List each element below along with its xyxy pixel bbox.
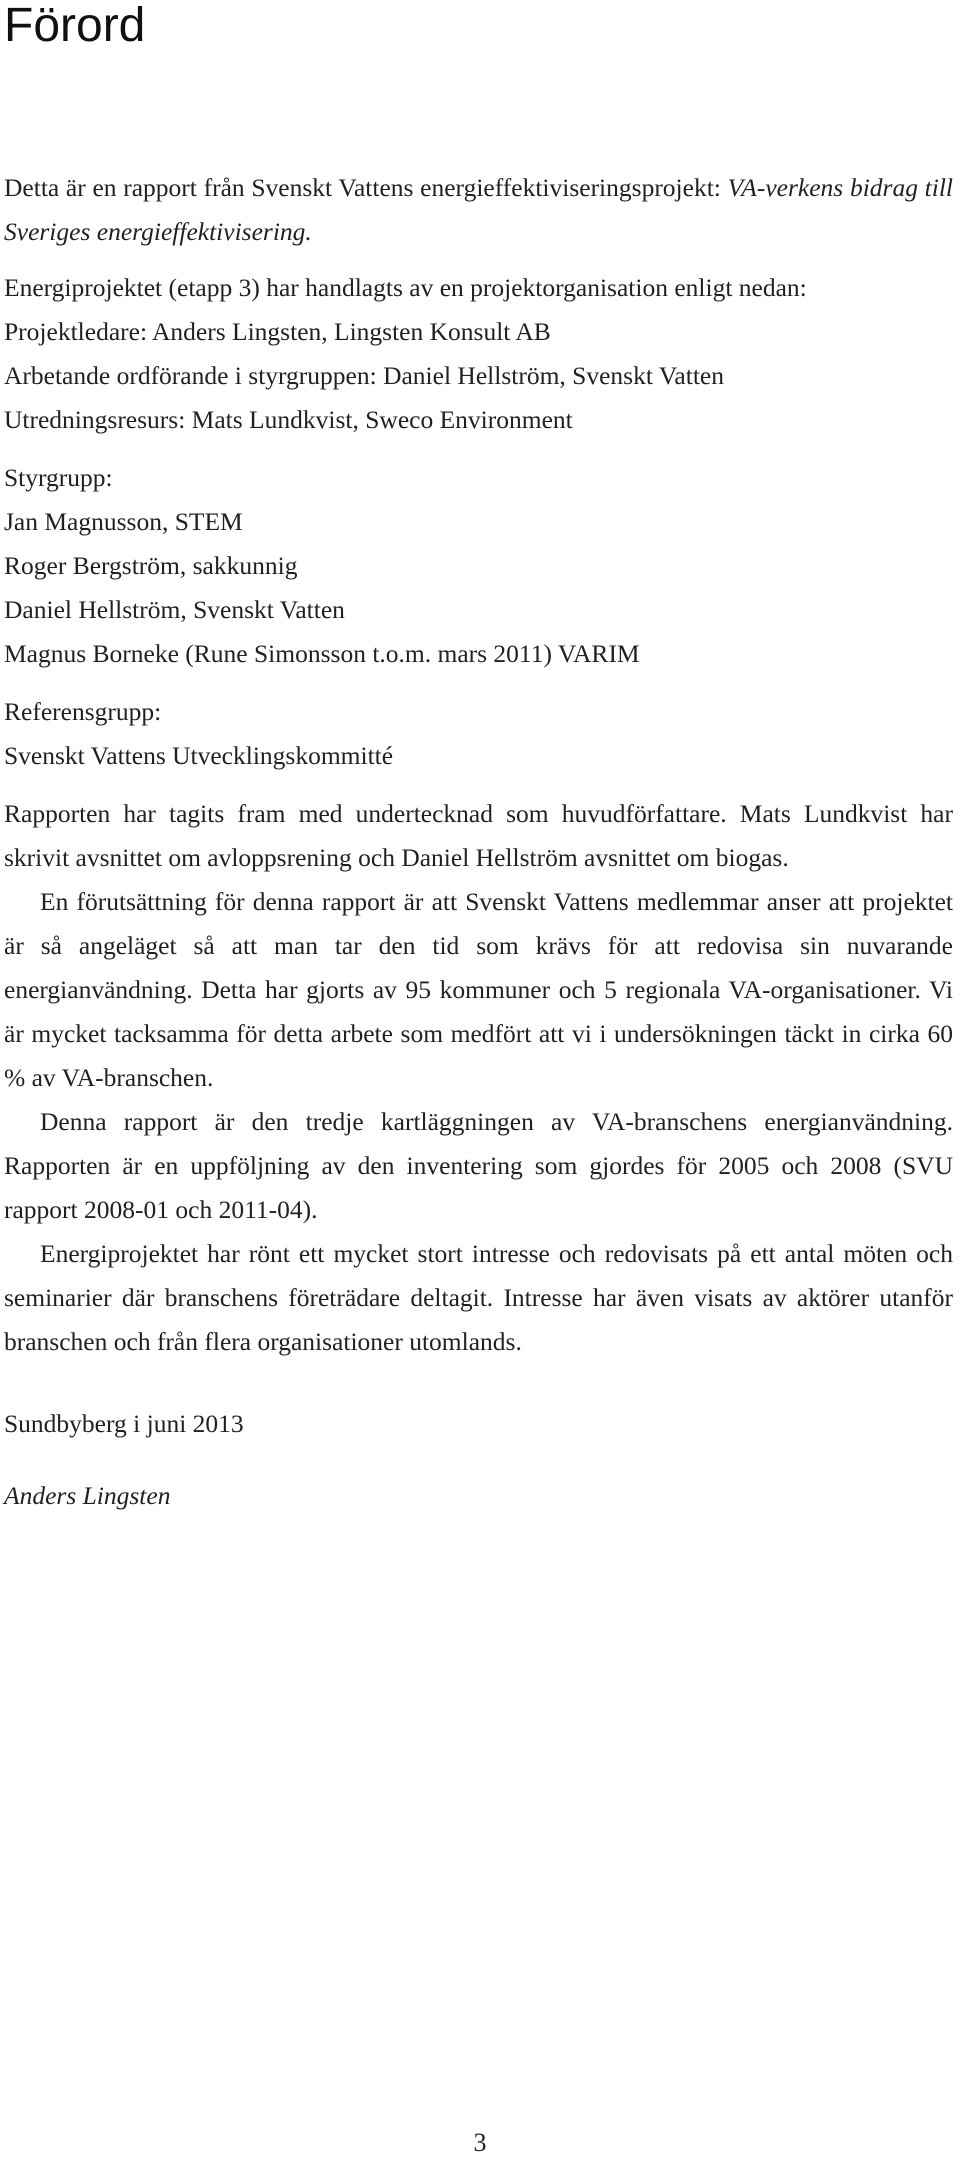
place-date: Sundbyberg i juni 2013 [4, 1409, 244, 1438]
role-investigator: Utredningsresurs: Mats Lundkvist, Sweco Environment [4, 405, 573, 434]
page-number: 3 [473, 2128, 487, 2157]
body-paragraph-authors: Rapporten har tagits fram med undertecknad som huvudförfattare. Mats Lundkvist har skrivit avsnittet om avloppsrening och Daniel Hellström avsnittet om biogas. [4, 799, 953, 872]
intro-paragraph [4, 166, 953, 254]
role-chair: Arbetande ordförande i styrgruppen: Daniel Hellström, Svenskt Vatten [4, 361, 724, 390]
organisation-lead: Energiprojektet (etapp 3) har handlagts av en projektorganisation enligt nedan: [4, 273, 807, 302]
steering-group-member: Roger Bergström, sakkunnig [4, 551, 298, 580]
intro-text: Detta är en rapport från Svenskt Vattens energieffektiviseringsprojekt: [4, 173, 728, 202]
body-paragraph-survey: Denna rapport är den tredje kartläggningen av VA-branschens energianvändning. Rapporten är en uppföljning av den inventering som gjordes för 2005 och 2008 (SVU rapport 2008-01 och 2011-04). [4, 1107, 953, 1224]
reference-group-member: Svenskt Vattens Utvecklingskommitté [4, 741, 394, 770]
signature-name: Anders Lingsten [4, 1481, 171, 1510]
body-paragraph-members: En förutsättning för denna rapport är att Svenskt Vattens medlemmar anser att projektet är så angeläget så att man tar den tid som krävs för att redovisa sin nuvarande energianvändning. Detta har gjorts av 95 kommuner och 5 regionala VA-organisationer. Vi är mycket tacksamma för detta arbete som medfört att vi i undersökningen täckt in cirka 60 % av VA-branschen. [4, 887, 953, 1092]
document-body [4, 166, 953, 1518]
role-project-leader: Projektledare: Anders Lingsten, Lingsten Konsult AB [4, 317, 551, 346]
body-paragraph-interest: Energiprojektet har rönt ett mycket stort intresse och redovisats på ett antal möten och seminarier där branschens företrädare deltagit. Intresse har även visats av aktörer utanför branschen och från flera organisationer utomlands. [4, 1239, 953, 1356]
steering-group-label: Styrgrupp: [4, 463, 113, 492]
steering-group-member: Daniel Hellström, Svenskt Vatten [4, 595, 345, 624]
page-title: Förord [4, 0, 146, 52]
steering-group-member: Jan Magnusson, STEM [4, 507, 243, 536]
reference-group-label: Referensgrupp: [4, 697, 162, 726]
signature [4, 1474, 953, 1518]
project-name: VA-verkens bidrag till Sveriges energieffektivisering. [4, 173, 954, 246]
steering-group-member: Magnus Borneke (Rune Simonsson t.o.m. mars 2011) VARIM [4, 639, 640, 668]
